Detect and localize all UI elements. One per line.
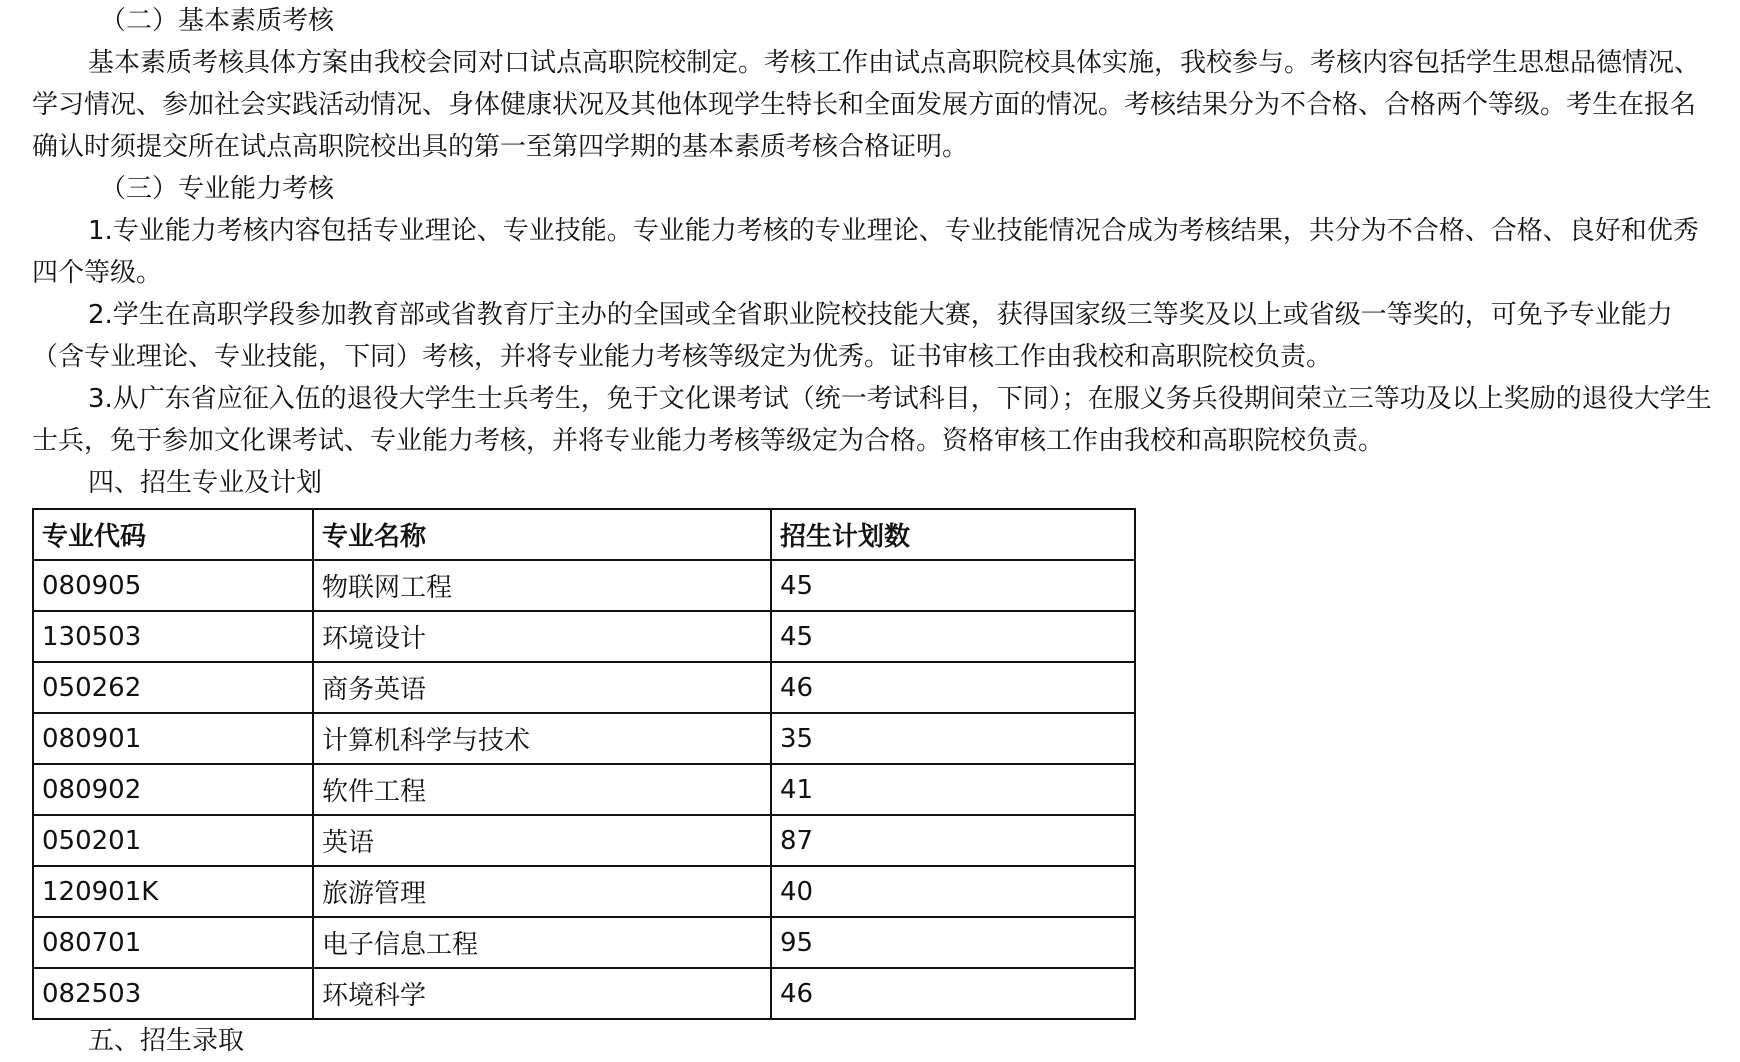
cell-major-code: 080701: [33, 917, 313, 968]
cell-plan-count: 35: [771, 713, 1135, 764]
cell-major-name: 旅游管理: [313, 866, 771, 917]
header-major-name: 专业名称: [313, 509, 771, 560]
cell-major-name: 商务英语: [313, 662, 771, 713]
cell-plan-count: 41: [771, 764, 1135, 815]
section-heading-admission-cut: 五、招生录取: [88, 1026, 245, 1056]
cell-major-code: 082503: [33, 968, 313, 1019]
cell-major-name: 计算机科学与技术: [313, 713, 771, 764]
section-heading-enrollment-plan: 四、招生专业及计划: [88, 468, 323, 498]
cell-plan-count: 45: [771, 611, 1135, 662]
cell-major-name: 环境科学: [313, 968, 771, 1019]
cell-plan-count: 87: [771, 815, 1135, 866]
section-heading-basic-quality: （二）基本素质考核: [100, 6, 335, 36]
cell-major-code: 080905: [33, 560, 313, 611]
paragraph-professional-item-3: 3.从广东省应征入伍的退役大学生士兵考生，免于文化课考试（统一考试科目，下同）；在服义务兵役期间荣立三等功及以上奖励的退役大学生士兵，免于参加文化课考试、专业能力考核，并将专业能力考核等级定为合格。资格审核工作由我校和高职院校负责。: [32, 384, 1712, 456]
table-row: [33, 917, 1135, 968]
cell-major-name: 英语: [313, 815, 771, 866]
document-body: [32, 0, 1712, 1056]
cell-plan-count: 40: [771, 866, 1135, 917]
enrollment-plan-table: [32, 508, 1136, 1020]
cell-major-code: 080902: [33, 764, 313, 815]
cell-plan-count: 46: [771, 968, 1135, 1019]
cell-major-name: 软件工程: [313, 764, 771, 815]
table-row: [33, 764, 1135, 815]
cell-plan-count: 95: [771, 917, 1135, 968]
table-row: [33, 662, 1135, 713]
paragraph-basic-quality: 基本素质考核具体方案由我校会同对口试点高职院校制定。考核工作由试点高职院校具体实施，我校参与。考核内容包括学生思想品德情况、学习情况、参加社会实践活动情况、身体健康状况及其他体现学生特长和全面发展方面的情况。考核结果分为不合格、合格两个等级。考生在报名确认时须提交所在试点高职院校出具的第一至第四学期的基本素质考核合格证明。: [32, 48, 1701, 162]
cell-major-name: 物联网工程: [313, 560, 771, 611]
cell-major-code: 130503: [33, 611, 313, 662]
table-row: [33, 968, 1135, 1019]
table-row: [33, 713, 1135, 764]
cell-major-code: 080901: [33, 713, 313, 764]
table-row: [33, 611, 1135, 662]
section-heading-professional-ability: （三）专业能力考核: [100, 174, 335, 204]
table-row: [33, 866, 1135, 917]
paragraph-professional-item-2: 2.学生在高职学段参加教育部或省教育厅主办的全国或全省职业院校技能大赛，获得国家级三等奖及以上或省级一等奖的，可免予专业能力（含专业理论、专业技能，下同）考核，并将专业能力考核等级定为优秀。证书审核工作由我校和高职院校负责。: [32, 300, 1673, 372]
cell-plan-count: 45: [771, 560, 1135, 611]
header-major-code: 专业代码: [33, 509, 313, 560]
cell-plan-count: 46: [771, 662, 1135, 713]
cell-major-code: 120901K: [33, 866, 313, 917]
table-row: [33, 560, 1135, 611]
cell-major-name: 电子信息工程: [313, 917, 771, 968]
cell-major-name: 环境设计: [313, 611, 771, 662]
header-plan-count: 招生计划数: [771, 509, 1135, 560]
cell-major-code: 050262: [33, 662, 313, 713]
table-header-row: [33, 509, 1135, 560]
cell-major-code: 050201: [33, 815, 313, 866]
paragraph-professional-item-1: 1.专业能力考核内容包括专业理论、专业技能。专业能力考核的专业理论、专业技能情况合成为考核结果，共分为不合格、合格、良好和优秀四个等级。: [32, 216, 1699, 288]
table-row: [33, 815, 1135, 866]
